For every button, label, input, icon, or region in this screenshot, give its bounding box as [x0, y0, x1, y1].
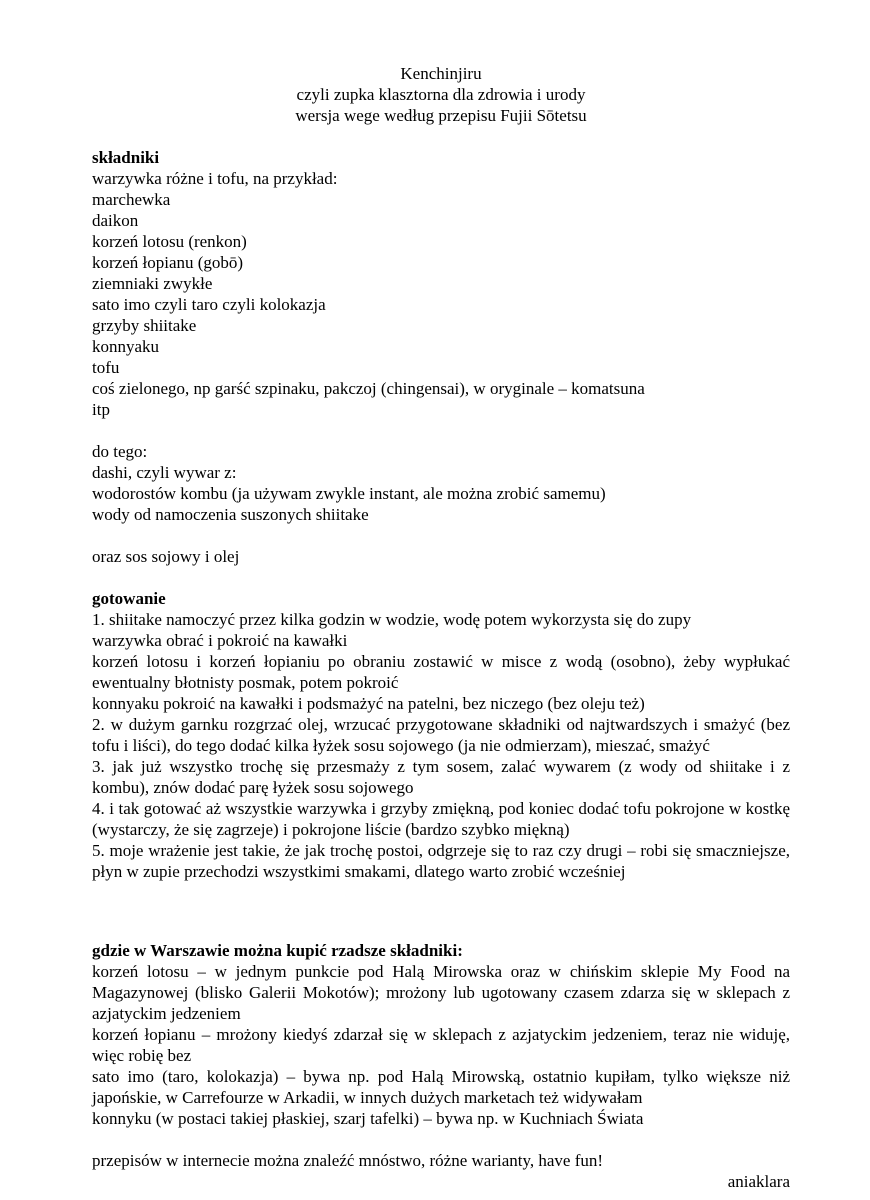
broth-line: wody od namoczenia suszonych shiitake [92, 505, 369, 524]
spacer [92, 1129, 790, 1150]
closing-note: przepisów w internecie można znaleźć mnóstwo, różne warianty, have fun! [92, 1151, 604, 1170]
cooking-step: 3. jak już wszystko trochę się przesmaży z tym sosem, zalać wywarem (z wody od shiitake i z kombu), znów dodać parę łyżek sosu sojowego [92, 757, 790, 797]
ingredient-line: coś zielonego, np garść szpinaku, pakczoj (chingensai), w oryginale – komatsuna [92, 379, 645, 398]
cooking-step: konnyaku pokroić na kawałki i podsmażyć na patelni, bez niczego (bez oleju też) [92, 694, 645, 713]
cooking-step: 4. i tak gotować aż wszystkie warzywka i grzyby zmiękną, pod koniec dodać tofu pokrojone w kostkę (wystarczy, że się zagrzeje) i pokrojone liście (bardzo szybko miękną) [92, 799, 790, 839]
ingredient-line: warzywka różne i tofu, na przykład: [92, 169, 338, 188]
ingredients-heading: składniki [92, 148, 160, 167]
ingredient-line: itp [92, 400, 110, 419]
footer-section [92, 1150, 790, 1192]
ingredient-line: sato imo czyli taro czyli kolokazja [92, 295, 326, 314]
cooking-step: korzeń lotosu i korzeń łopianiu po obraniu zostawić w misce z wodą (osobno), żeby wypłukać ewentualny błotnisty posmak, potem pokroić [92, 652, 790, 692]
cooking-step: 1. shiitake namoczyć przez kilka godzin w wodzie, wodę potem wykorzysta się do zupy [92, 610, 692, 629]
title-line-1: Kenchinjiru [400, 64, 482, 83]
shopping-note: korzeń łopianu – mrożony kiedyś zdarzał się w sklepach z azjatyckim jedzeniem, teraz nie widuję, więc robię bez [92, 1025, 790, 1065]
ingredient-line: konnyaku [92, 337, 160, 356]
ingredient-line: grzyby shiitake [92, 316, 197, 335]
ingredient-line: tofu [92, 358, 120, 377]
cooking-step: warzywka obrać i pokroić na kawałki [92, 631, 348, 650]
ingredient-line: korzeń łopianu (gobō) [92, 253, 244, 272]
shopping-note: konnyku (w postaci takiej płaskiej, szarj tafelki) – bywa np. w Kuchniach Świata [92, 1109, 644, 1128]
document-title-block [92, 63, 790, 126]
cooking-step: 5. moje wrażenie jest takie, że jak trochę postoi, odgrzeje się to raz czy drugi – robi się smaczniejsze, płyn w zupie przechodzi wszystkimi smakami, dlatego warto zrobić wcześniej [92, 841, 790, 881]
broth-line: dashi, czyli wywar z: [92, 463, 237, 482]
broth-extra-line: oraz sos sojowy i olej [92, 547, 240, 566]
spacer [92, 420, 790, 441]
cooking-heading: gotowanie [92, 589, 166, 608]
spacer [92, 567, 790, 588]
broth-line: wodorostów kombu (ja używam zwykle instant, ale można zrobić samemu) [92, 484, 606, 503]
ingredient-line: marchewka [92, 190, 171, 209]
broth-line: do tego: [92, 442, 148, 461]
shopping-note: korzeń lotosu – w jednym punkcie pod Halą Mirowska oraz w chińskim sklepie My Food na Magazynowej (blisko Galerii Mokotów); mrożony lub ugotowany czasem zdarza się w sklepach z azjatyckim jedzeniem [92, 962, 790, 1023]
ingredient-line: daikon [92, 211, 139, 230]
title-line-3: wersja wege według przepisu Fujii Sōtetsu [295, 106, 587, 125]
spacer [92, 882, 790, 940]
shopping-note: sato imo (taro, kolokazja) – bywa np. pod Halą Mirowską, ostatnio kupiłam, tylko większe niż japońskie, w Carrefourze w Arkadii, w innych dużych marketach też widywałam [92, 1067, 790, 1107]
spacer [92, 525, 790, 546]
spacer [92, 126, 790, 147]
ingredient-line: korzeń lotosu (renkon) [92, 232, 247, 251]
cooking-step: 2. w dużym garnku rozgrzać olej, wrzucać przygotowane składniki od najtwardszych i smażyć (bez tofu i liści), do tego dodać kilka łyżek sosu sojowego (ja nie odmierzam), mieszać, smażyć [92, 715, 790, 755]
shopping-section [92, 940, 790, 1129]
author-signature: aniaklara [727, 1172, 790, 1191]
ingredients-section [92, 147, 790, 420]
title-line-2: czyli zupka klasztorna dla zdrowia i urody [296, 85, 586, 104]
cooking-section [92, 588, 790, 882]
shopping-heading: gdzie w Warszawie można kupić rzadsze składniki: [92, 941, 463, 960]
broth-section [92, 441, 790, 525]
ingredient-line: ziemniaki zwykłe [92, 274, 213, 293]
